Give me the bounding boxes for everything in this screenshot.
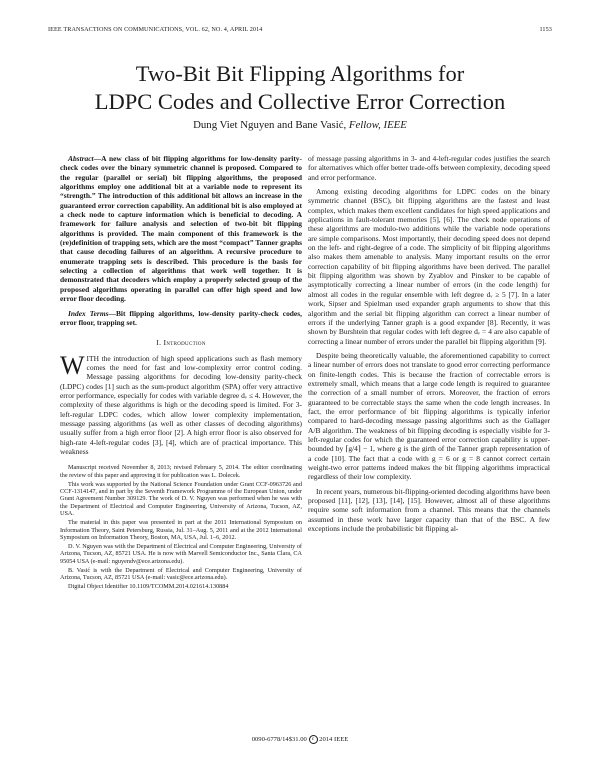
right-column [308,154,550,533]
left-column [60,154,302,592]
authors: Dung Viet Nguyen and Bane Vasić, [193,119,347,131]
author-line [0,119,600,131]
copyright-icon: c [309,735,318,744]
index-terms-text: —Bit flipping algorithms, low-density parity-check codes, error floor, trapping set. [60,308,302,327]
abstract [60,154,302,304]
journal-header: IEEE TRANSACTIONS ON COMMUNICATIONS, VOL. 62, NO. 4, APRIL 2014 [48,26,263,33]
copyright-year: 2014 IEEE [319,736,349,744]
intro-text: ITH the introduction of high speed applications such as flash memory comes the need for fast and low-complexity error control coding. Message passing algorithms for decoding low-density parity-check (LDPC) codes [1] such as the sum-product algorithm (SPA) offer very attractive error performance, especially for codes with variable degree dᵥ ≤ 4. However, the complexity of these algorithms is high or the decoding speed is limited. For 3-left-regular LDPC codes, which allow lower complexity implementation, message passing algorithms (as well as other classes of decoding algorithms) usually suffer from a high error floor [2]. A high error floor is also observed for high-rate 4-left-regular codes [3], [4], which are of practical importance. This weakness [60,353,303,456]
footnote-author2: B. Vasić is with the Department of Electrical and Computer Engineering, University of Arizona, Tucson, AZ, 85721 USA (e-mail: vasic@ece.arizona.edu). [60,566,302,581]
footnotes [60,464,302,590]
intro-paragraph-1 [60,350,303,457]
abstract-label: Abstract [68,154,94,163]
issn: 0090-6778/14$31.00 [251,736,307,744]
abstract-text: —A new class of bit flipping algorithms for low-density parity-check codes over the binary symmetric channel is proposed. Compared to the regular (parallel or serial) bit flipping algorithms, the proposed algorithms employ one additional bit at a variable node to represent its “strength.” The introduction of this additional bit allows an increase in the guaranteed error correction capability. An additional bit is also employed at a check node to capture information which is beneficial to decoding. A framework for failure analysis and selection of two-bit bit flipping algorithms is provided. The main component of this framework is the (re)definition of trapping sets, which are the most “compact” Tanner graphs that cause decoding failures of an algorithm. A recursive procedure to enumerate trapping sets is described. This procedure is the basis for selecting a collection of algorithms that work well together. It is demonstrated that decoders which employ a properly selected group of the proposed algorithms operating in parallel can offer high speed and low error floor decoding. [60,154,302,304]
title-line-2: LDPC Codes and Collective Error Correction [94,89,506,114]
footnote-funding: This work was supported by the National Science Foundation under Grant CCF-0963726 and CCF-1314147, and in part by the Seventh Framework Programme of the European Union, under Grant Agreement Number 309129. The work of D. V. Nguyen was performed when he was with the Department of Electrical and Computer Engineering, University of Arizona, Tucson, AZ, USA. [60,480,302,518]
footnote-manuscript: Manuscript received November 8, 2013; revised February 5, 2014. The editor coordinating the review of this paper and approving it for publication was L. Dolecek. [60,464,302,479]
page-footer [0,735,600,744]
running-header [48,26,552,36]
right-paragraph-2: Among existing decoding algorithms for LDPC codes on the binary symmetric channel (BSC), bit flipping algorithms are the fastest and least complex, which makes them excellent candidates for high speed applications and applications in fault-tolerant memories [5], [6]. The check node operations of these algorithms are modulo-two additions while the variable node operations are simple comparisons. Most importantly, their decoding speed does not depend on the left- and right-degree of a code. The simplicity of bit flipping algorithms also makes them amenable to analysis. Many important results on the error correction capability of bit flipping algorithms have been derived. The parallel bit flipping algorithm was shown by Zyablov and Pinsker to be capable of asymptotically correcting a linear number of errors (in the code length) for almost all codes in the regular ensemble with left degree dᵥ ≥ 5 [7]. In a later work, Sipser and Spielman used expander graph arguments to show that this algorithm and the serial bit flipping algorithm can correct a linear number of errors if the underlying Tanner graph is a good expander [8]. Recently, it was shown by Burshtein that regular codes with left degree dᵥ = 4 are also capable of correcting a linear number of errors under the parallel bit flipping algorithm [9]. [308,187,550,346]
footnote-doi: Digital Object Identifier 10.1109/TCOMM.2014.021614.130884 [68,582,229,590]
paper-title [0,60,600,116]
author-suffix: Fellow, IEEE [348,119,407,131]
drop-cap: W [60,350,85,380]
right-paragraph-3: Despite being theoretically valuable, the aforementioned capability to correct a linear number of errors does not translate to good error correcting performance on finite-length codes. This is because the fraction of correctable errors is extremely small, which means that a large code length is required to guarantee the correction of a small number of errors. Moreover, the fraction of errors guaranteed to be correctable stays the same when the code length increases. In fact, the error performance of bit flipping algorithms is typically inferior compared to hard-decoding message passing algorithms such as the Gallager A/B algorithm. The weakness of bit flipping decoding is especially visible for 3-left-regular codes for which the guaranteed error correction capability is upper-bounded by ⌈g/4⌉ − 1, where g is the girth of the Tanner graph representation of a code [10]. The fact that a code with g = 6 or g = 8 cannot correct certain weight-two error patterns indeed makes the bit flipping algorithms impractical regardless of their low complexity. [308,350,550,482]
right-paragraph-4: In recent years, numerous bit-flipping-oriented decoding algorithms have been proposed [11], [12], [13], [14], [15]. However, almost all of these algorithms require some soft information from a channel. This means that the channels assumed in these work have larger capacity than that of the BSC. A few exceptions include the probabilistic bit flipping al- [308,486,550,534]
section-heading: I. Introduction [156,338,206,348]
right-paragraph-1: of message passing algorithms in 3- and 4-left-regular codes justifies the search for alternatives which offer better trade-offs between complexity, decoding speed and error performance. [308,154,550,182]
footnote-author1: D. V. Nguyen was with the Department of Electrical and Computer Engineering, University of Arizona, Tucson, AZ, 85721 USA. He is now with Marvell Semiconductor Inc., Santa Clara, CA 95054 USA (e-mail: nguyendv@ece.arizona.edu). [60,542,302,565]
footnote-presented: The material in this paper was presented in part at the 2011 International Symposium on Information Theory, Saint Petersburg, Russia, Jul. 31–Aug. 5, 2011 and at the 2012 International Symposium on Information Theory, Boston, MA, USA, Jul. 1–6, 2012. [60,519,302,541]
title-line-1: Two-Bit Bit Flipping Algorithms for [135,61,465,86]
page-number: 1153 [539,26,552,33]
index-terms-label: Index Terms [68,308,109,318]
index-terms [60,309,302,328]
